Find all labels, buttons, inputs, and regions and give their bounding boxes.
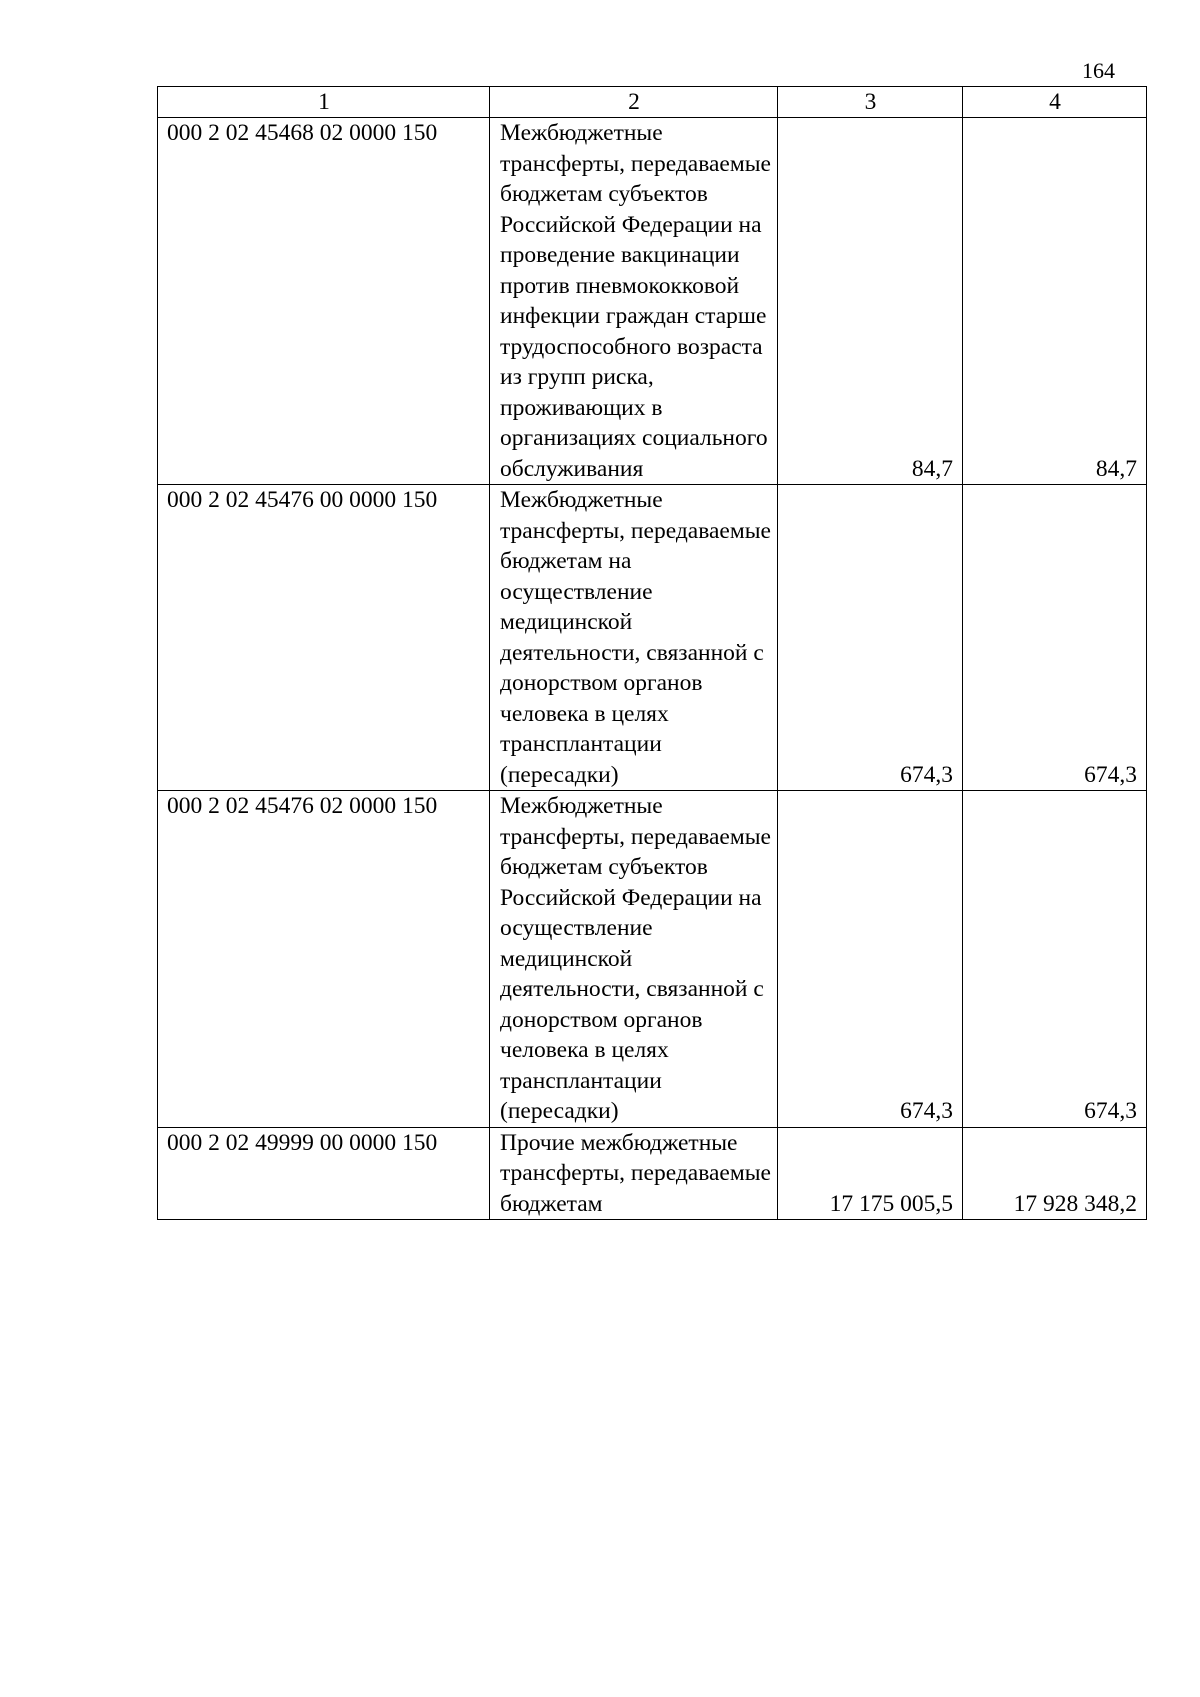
column-header-1: 1 xyxy=(158,87,490,118)
amount-col4-cell: 674,3 xyxy=(963,485,1147,791)
description-cell: Межбюджетные трансферты, передаваемые бюджетам субъектов Российской Федерации на осуществление медицинской деятельности, связанной с донорством органов человека в целях трансплантации (пересадки) xyxy=(490,791,778,1128)
budget-table xyxy=(157,86,1147,1220)
page-number: 164 xyxy=(1082,58,1115,83)
amount-col3-cell: 674,3 xyxy=(778,485,963,791)
description-cell: Межбюджетные трансферты, передаваемые бюджетам субъектов Российской Федерации на проведение вакцинации против пневмококковой инфекции граждан старше трудоспособного возраста из групп риска, проживающих в организациях социального обслуживания xyxy=(490,118,778,485)
amount-col3-cell: 17 175 005,5 xyxy=(778,1127,963,1220)
amount-col3-cell: 84,7 xyxy=(778,118,963,485)
amount-col3-cell: 674,3 xyxy=(778,791,963,1128)
budget-code-cell: 000 2 02 45476 00 0000 150 xyxy=(158,485,490,791)
budget-code-cell: 000 2 02 45468 02 0000 150 xyxy=(158,118,490,485)
column-header-4: 4 xyxy=(963,87,1147,118)
description-cell: Межбюджетные трансферты, передаваемые бюджетам на осуществление медицинской деятельности, связанной с донорством органов человека в целях трансплантации (пересадки) xyxy=(490,485,778,791)
table-row xyxy=(158,118,1147,485)
table-row xyxy=(158,485,1147,791)
table-row xyxy=(158,1127,1147,1220)
budget-code-cell: 000 2 02 45476 02 0000 150 xyxy=(158,791,490,1128)
header-row xyxy=(158,87,1147,118)
table-row xyxy=(158,791,1147,1128)
amount-col4-cell: 674,3 xyxy=(963,791,1147,1128)
amount-col4-cell: 17 928 348,2 xyxy=(963,1127,1147,1220)
budget-code-cell: 000 2 02 49999 00 0000 150 xyxy=(158,1127,490,1220)
description-cell: Прочие межбюджетные трансферты, передаваемые бюджетам xyxy=(490,1127,778,1220)
column-header-3: 3 xyxy=(778,87,963,118)
amount-col4-cell: 84,7 xyxy=(963,118,1147,485)
column-header-2: 2 xyxy=(490,87,778,118)
